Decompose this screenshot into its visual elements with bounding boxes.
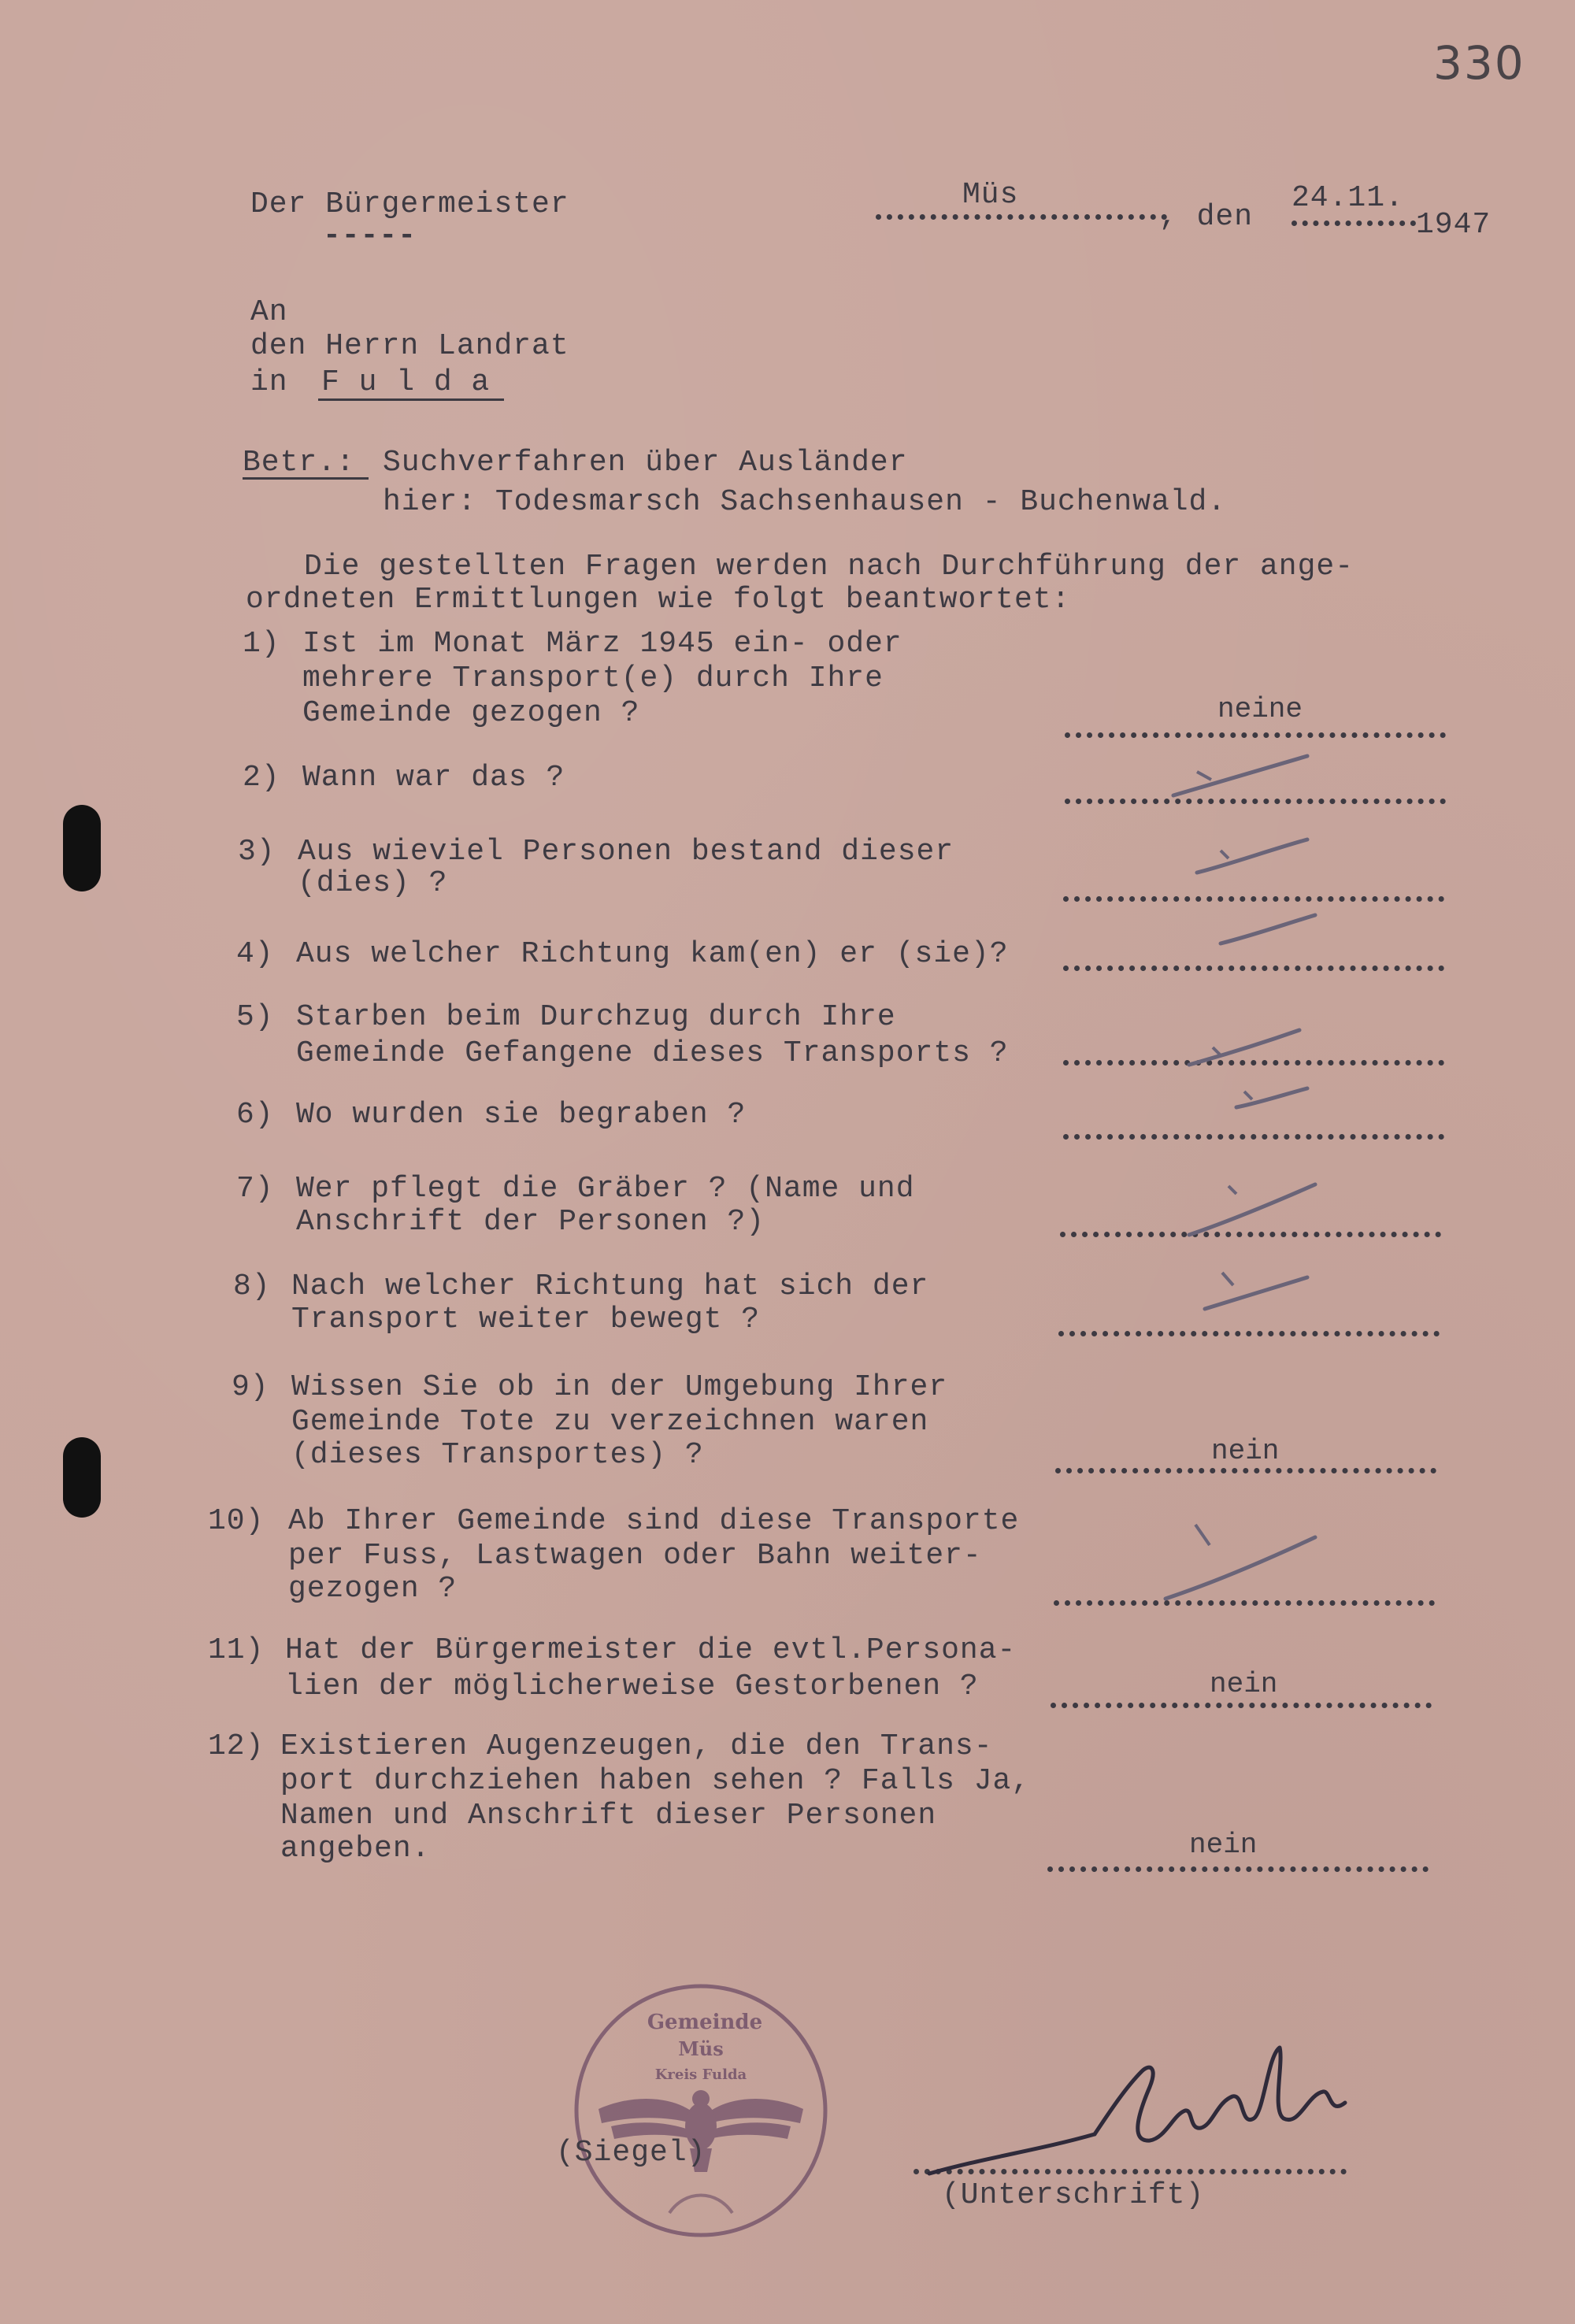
sender: Der Bürgermeister [250, 187, 569, 221]
question-line: Nach welcher Richtung hat sich der [291, 1269, 929, 1303]
den-label: , den [1159, 200, 1254, 234]
subject-underline [243, 477, 369, 480]
place-dots [876, 214, 1167, 220]
date-dots [1292, 221, 1416, 226]
check-mark-6 [1228, 1084, 1315, 1115]
answer-dots [1051, 1703, 1432, 1708]
punch-hole-bottom [63, 1437, 101, 1518]
answer-dots [1047, 1866, 1429, 1872]
handwritten-signature [914, 2040, 1354, 2189]
question-number: 8) [233, 1269, 271, 1303]
question-line: Hat der Bürgermeister die evtl.Persona- [285, 1633, 1017, 1667]
question-line: Wissen Sie ob in der Umgebung Ihrer [291, 1370, 948, 1404]
stamp-line2: Müs [678, 2037, 724, 2060]
question-line: Transport weiter bewegt ? [291, 1303, 761, 1336]
answer-dots [1058, 1331, 1440, 1336]
check-mark-10 [1158, 1520, 1323, 1607]
recipient-city: F u l d a [321, 365, 491, 399]
check-mark-7 [1181, 1178, 1323, 1241]
question-number: 9) [232, 1370, 269, 1404]
stamp-line3: Kreis Fulda [654, 2066, 747, 2083]
recipient-line1: An [250, 295, 288, 329]
question-line: Gemeinde Tote zu verzeichnen waren [291, 1405, 929, 1439]
recipient-line2: den Herrn Landrat [250, 329, 569, 363]
question-number: 5) [236, 1000, 274, 1034]
signature-label: (Unterschrift) [942, 2178, 1205, 2212]
question-line: Wer pflegt die Gräber ? (Name und [296, 1172, 915, 1206]
answer-text: nein [1211, 1435, 1280, 1467]
question-number: 1) [243, 627, 280, 661]
sender-underline: ----- [323, 219, 417, 253]
question-number: 4) [236, 937, 274, 971]
municipal-seal [567, 1977, 835, 2244]
question-line: angeben. [280, 1832, 431, 1866]
question-line: Ist im Monat März 1945 ein- oder [302, 627, 902, 661]
question-line: gezogen ? [288, 1572, 458, 1606]
answer-dots [1065, 732, 1446, 738]
question-line: (dies) ? [298, 866, 448, 900]
question-line: mehrere Transport(e) durch Ihre [302, 662, 884, 695]
question-line: Gemeinde Gefangene dieses Transports ? [296, 1036, 1009, 1070]
page-number: 330 [1433, 36, 1525, 90]
question-line: Aus wieviel Personen bestand dieser [298, 835, 954, 869]
question-line: Namen und Anschrift dieser Personen [280, 1799, 937, 1833]
question-line: Wo wurden sie begraben ? [296, 1098, 747, 1132]
question-line: Existieren Augenzeugen, die den Trans- [280, 1729, 993, 1763]
punch-hole-top [63, 805, 101, 891]
subject-line2: hier: Todesmarsch Sachsenhausen - Buchenwald. [383, 485, 1227, 519]
question-line: Aus welcher Richtung kam(en) er (sie)? [296, 937, 1009, 971]
question-number: 12) [208, 1729, 265, 1763]
check-mark-2 [1166, 748, 1323, 803]
question-number: 2) [243, 761, 280, 795]
intro-line1: Die gestellten Fragen werden nach Durchführung der ange- [304, 550, 1354, 584]
check-mark-5 [1181, 1024, 1307, 1071]
subject-line1: Suchverfahren über Ausländer [383, 446, 908, 480]
question-line: Wann war das ? [302, 761, 565, 795]
question-line: Gemeinde gezogen ? [302, 696, 640, 730]
answer-text: nein [1210, 1668, 1278, 1700]
question-number: 6) [236, 1098, 274, 1132]
question-line: lien der möglicherweise Gestorbenen ? [285, 1670, 979, 1703]
intro-line2: ordneten Ermittlungen wie folgt beantwortet: [246, 583, 1071, 617]
question-line: Ab Ihrer Gemeinde sind diese Transporte [288, 1504, 1020, 1538]
question-number: 3) [238, 835, 276, 869]
check-mark-8 [1197, 1268, 1315, 1315]
city-underline [318, 398, 504, 401]
check-mark-3 [1189, 833, 1315, 880]
question-line: per Fuss, Lastwagen oder Bahn weiter- [288, 1539, 982, 1573]
place: Müs [962, 178, 1019, 212]
subject-label: Betr.: [243, 446, 355, 480]
question-number: 10) [208, 1504, 265, 1538]
check-mark-4 [1213, 910, 1323, 950]
date-year: 1947 [1416, 208, 1492, 242]
question-line: port durchziehen haben sehen ? Falls Ja, [280, 1764, 1031, 1798]
answer-dots [1063, 966, 1444, 971]
question-line: Starben beim Durchzug durch Ihre [296, 1000, 896, 1034]
stamp-line1: Gemeinde [647, 2011, 763, 2034]
seal-label: (Siegel) [556, 2136, 706, 2170]
question-line: Anschrift der Personen ?) [296, 1205, 765, 1239]
question-number: 7) [236, 1172, 274, 1206]
answer-dots [1055, 1468, 1436, 1473]
answer-dots [1063, 896, 1444, 902]
recipient-line3-prefix: in [250, 365, 288, 399]
answer-text: nein [1189, 1829, 1258, 1861]
answer-text: neine [1217, 693, 1303, 725]
question-line: (dieses Transportes) ? [291, 1438, 704, 1472]
date-day: 24.11. [1292, 181, 1404, 215]
answer-dots [1063, 1134, 1444, 1140]
question-number: 11) [208, 1633, 265, 1667]
